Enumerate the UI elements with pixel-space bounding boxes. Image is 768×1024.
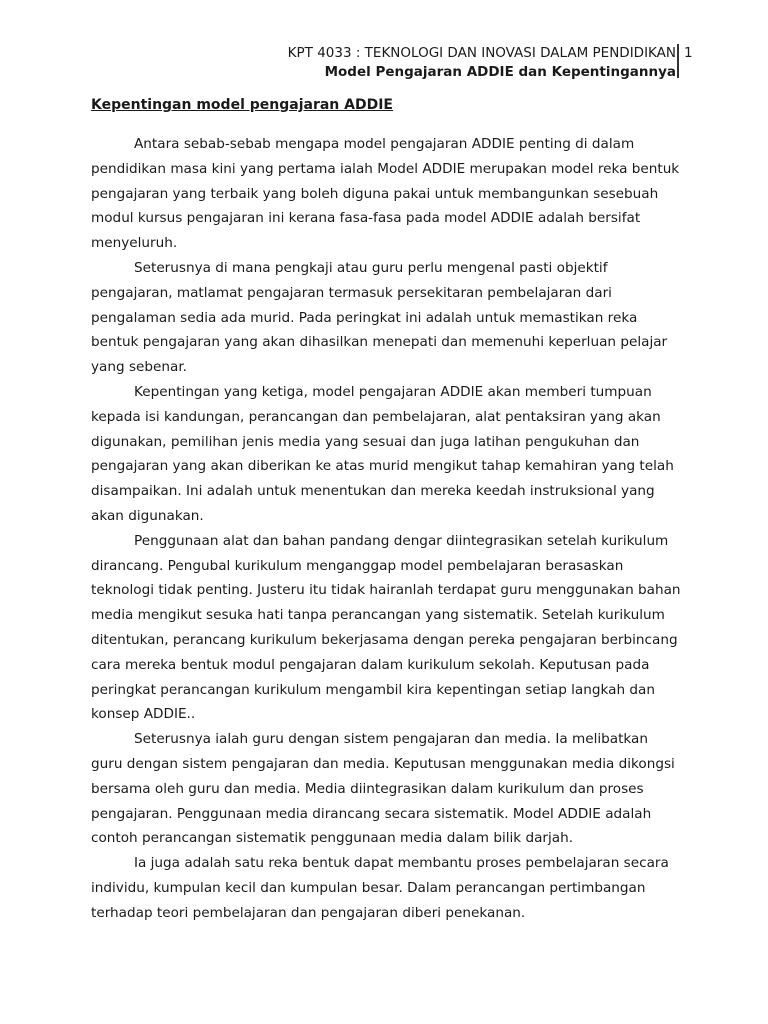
body-text bbox=[91, 132, 683, 926]
course-title: KPT 4033 : TEKNOLOGI DAN INOVASI DALAM PENDIDIKAN bbox=[287, 45, 676, 61]
paragraph: Seterusnya di mana pengkaji atau guru perlu mengenal pasti objektif pengajaran, matlamat pengajaran termasuk persekitaran pembelajaran dari pengalaman sedia ada murid. Pada peringkat ini adalah untuk memastikan reka bentuk pengajaran yang akan dihasilkan menepati dan memenuhi keperluan pelajar yang sebenar. bbox=[91, 259, 668, 376]
paragraph: Penggunaan alat dan bahan pandang dengar diintegrasikan setelah kurikulum dirancang. Pengubal kurikulum menganggap model pembelajaran berasaskan teknologi tidak penting. Justeru itu tidak hairanlah terdapat guru menggunakan bahan media mengikut sesuka hati tanpa perancangan yang sistematik. Setelah kurikulum ditentukan, perancang kurikulum bekerjasama dengan pereka pengajaran berbincang cara mereka bentuk modul pengajaran dalam kurikulum sekolah. Keputusan pada peringkat perancangan kurikulum mengambil kira kepentingan setiap langkah dan konsep ADDIE.. bbox=[91, 532, 681, 723]
paragraph: Antara sebab-sebab mengapa model pengajaran ADDIE penting di dalam pendidikan masa kini yang pertama ialah Model ADDIE merupakan model reka bentuk pengajaran yang terbaik yang boleh diguna pakai untuk membangunkan sesebuah modul kursus pengajaran ini kerana fasa-fasa pada model ADDIE adalah bersifat menyeluruh. bbox=[91, 136, 680, 252]
paragraph: Kepentingan yang ketiga, model pengajaran ADDIE akan memberi tumpuan kepada isi kandungan, perancangan dan pembelajaran, alat pentaksiran yang akan digunakan, pemilihan jenis media yang sesuai dan juga latihan pengukuhan dan pengajaran yang akan diberikan ke atas murid mengikut tahap kemahiran yang telah disampaikan. Ini adalah untuk menentukan dan mereka keedah instruksional yang akan digunakan. bbox=[91, 383, 674, 524]
page-number: 1 bbox=[684, 45, 693, 61]
document-subtitle: Model Pengajaran ADDIE dan Kepentingannya bbox=[324, 64, 676, 80]
paragraph: Ia juga adalah satu reka bentuk dapat membantu proses pembelajaran secara individu, kumpulan kecil dan kumpulan besar. Dalam perancangan pertimbangan terhadap teori pembelajaran dan pengajaran diberi penekanan. bbox=[91, 855, 669, 921]
section-title: Kepentingan model pengajaran ADDIE bbox=[91, 97, 393, 113]
page-header bbox=[288, 44, 676, 82]
header-divider bbox=[677, 44, 679, 78]
paragraph: Seterusnya ialah guru dengan sistem pengajaran dan media. Ia melibatkan guru dengan sistem pengajaran dan media. Keputusan menggunakan media dikongsi bersama oleh guru dan media. Media diintegrasikan dalam kurikulum dan proses pengajaran. Penggunaan media dirancang secara sistematik. Model ADDIE adalah contoh perancangan sistematik penggunaan media dalam bilik darjah. bbox=[91, 731, 675, 847]
